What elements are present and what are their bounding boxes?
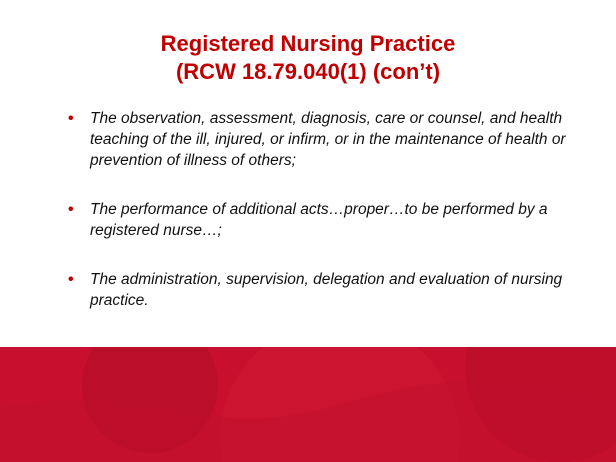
bullet-item-2	[68, 199, 588, 241]
band-graphic	[0, 347, 616, 462]
bullet-marker: •	[68, 201, 74, 218]
slide-title	[0, 30, 616, 86]
title-line-2: (RCW 18.79.040(1) (con’t)	[175, 59, 441, 84]
decorative-red-band	[0, 347, 616, 462]
title-line-1: Registered Nursing Practice	[160, 31, 456, 56]
bullet-text: The observation, assessment, diagnosis, care or counsel, and health teaching of the ill, injured, or infirm, or in the maintenance of health or prevention of illness of others;	[90, 110, 566, 169]
bullet-item-1	[68, 108, 588, 171]
bullet-marker: •	[68, 110, 74, 127]
bullet-text: The performance of additional acts…proper…to be performed by a registered nurse…;	[90, 201, 548, 239]
bullet-marker: •	[68, 271, 74, 288]
bullet-text: The administration, supervision, delegation and evaluation of nursing practice.	[90, 271, 563, 309]
bullet-list	[68, 108, 588, 311]
bullet-item-3	[68, 269, 588, 311]
